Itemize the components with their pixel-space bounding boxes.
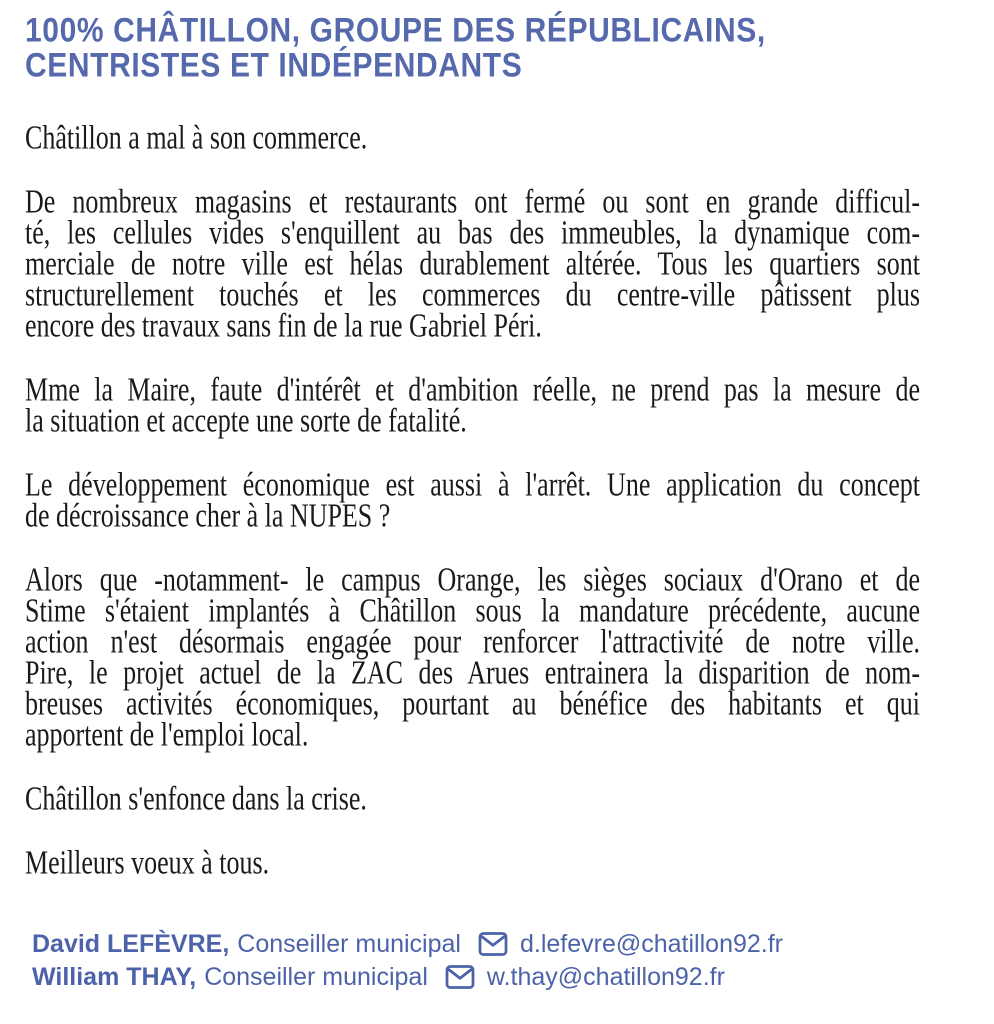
envelope-icon	[441, 962, 479, 992]
paragraph-line: breuses activités économiques, pourtant au bénéfice des habitants et qui	[25, 684, 920, 723]
signature-row-thay	[32, 961, 920, 994]
paragraph-line: merciale de notre ville est hélas durablement altérée. Tous les quartiers sont	[25, 244, 920, 283]
paragraph	[25, 182, 920, 345]
paragraph-line: la situation et accepte une sorte de fatalité.	[25, 401, 467, 440]
paragraph-line: Le développement économique est aussi à l'arrêt. Une application du concept	[25, 465, 920, 504]
paragraph-line: Stime s'étaient implantés à Châtillon sous la mandature précédente, aucune	[25, 591, 920, 630]
signature-name: David LEFÈVRE,	[32, 930, 230, 958]
paragraph	[25, 465, 920, 535]
signature-name: William THAY,	[32, 963, 197, 991]
paragraph-line: structurellement touchés et les commerces du centre-ville pâtissent plus	[25, 275, 920, 314]
signature-block	[25, 928, 920, 994]
article-body	[25, 118, 920, 882]
signature-row-lefevre	[32, 928, 920, 961]
paragraph-line: Mme la Maire, faute d'intérêt et d'ambition réelle, ne prend pas la mesure de	[25, 370, 920, 409]
paragraph	[25, 560, 920, 754]
paragraph-line: Meilleurs voeux à tous.	[25, 843, 270, 882]
paragraph-line: apportent de l'emploi local.	[25, 715, 309, 754]
paragraph-line: action n'est désormais engagée pour renforcer l'attractivité de notre ville.	[25, 622, 920, 661]
paragraph	[25, 370, 920, 440]
paragraph-line: Châtillon s'enfonce dans la crise.	[25, 779, 367, 818]
paragraph-line: De nombreux magasins et restaurants ont fermé ou sont en grande difficul-	[25, 182, 920, 221]
signature-role: Conseiller municipal	[237, 930, 461, 958]
page-title-line-1: 100% CHÂTILLON, GROUPE DES RÉPUBLICAINS,	[25, 11, 766, 50]
envelope-icon	[474, 929, 512, 959]
paragraph	[25, 843, 920, 882]
paragraph-line: Alors que -notamment- le campus Orange, les sièges sociaux d'Orano et de	[25, 560, 920, 599]
paragraph	[25, 779, 920, 818]
paragraph-line: de décroissance cher à la NUPES ?	[25, 496, 391, 535]
page-title	[25, 13, 920, 83]
paragraph-line: té, les cellules vides s'enquillent au bas des immeubles, la dynamique com-	[25, 213, 920, 252]
paragraph-line: Châtillon a mal à son commerce.	[25, 118, 368, 157]
paragraph	[25, 118, 920, 157]
paragraph-line: Pire, le projet actuel de la ZAC des Arues entrainera la disparition de nom-	[25, 653, 920, 692]
signature-role: Conseiller municipal	[204, 963, 428, 991]
paragraph-line: encore des travaux sans fin de la rue Gabriel Péri.	[25, 306, 542, 345]
page-title-line-2: CENTRISTES ET INDÉPENDANTS	[25, 46, 523, 85]
email-link[interactable]: w.thay@chatillon92.fr	[486, 963, 725, 991]
email-link[interactable]: d.lefevre@chatillon92.fr	[519, 930, 783, 958]
